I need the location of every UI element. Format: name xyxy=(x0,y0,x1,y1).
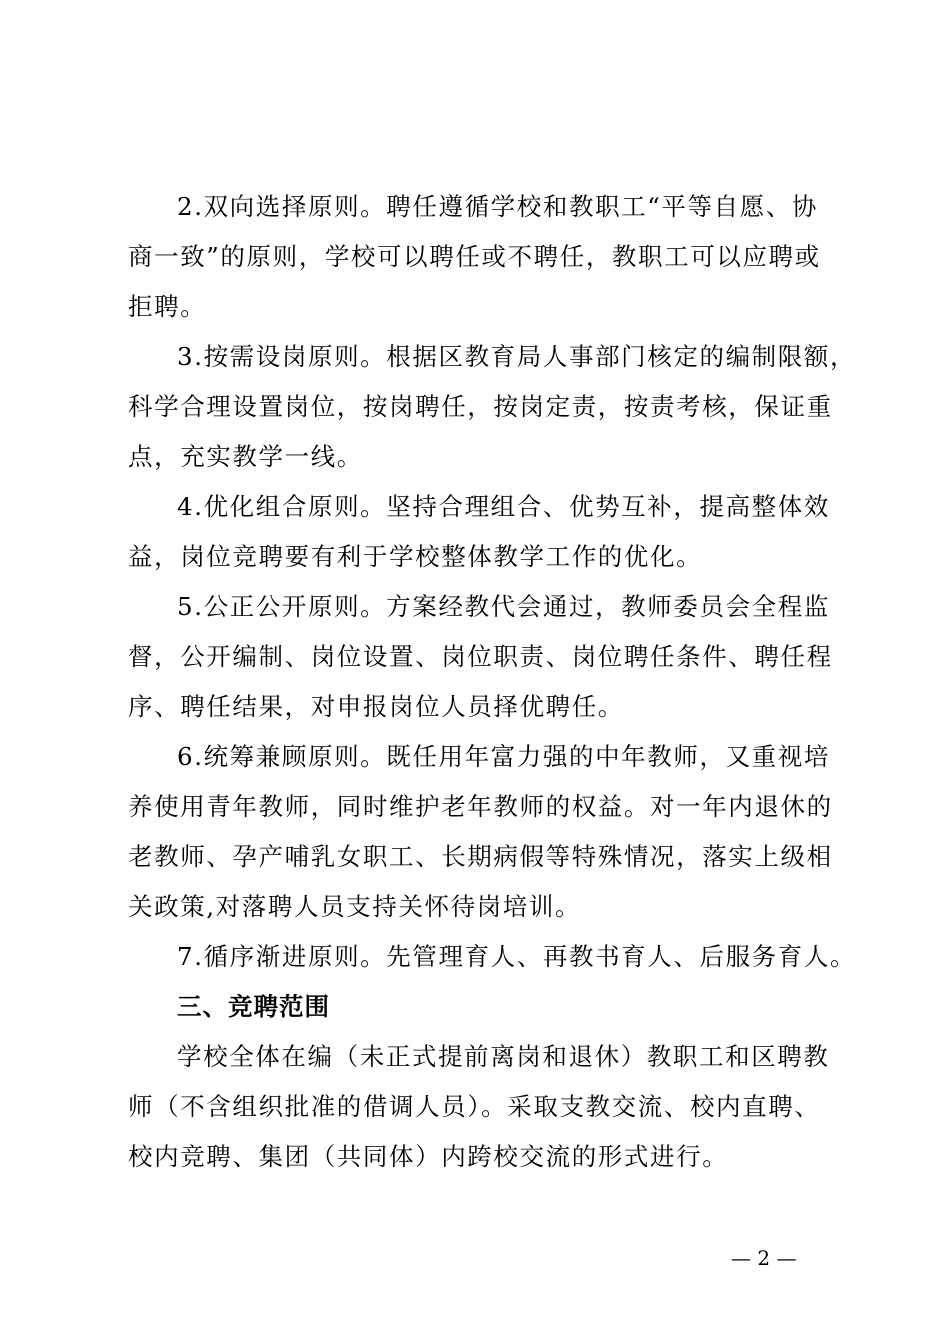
principle-6-line-1: 6.统筹兼顾原则。既任用年富力强的中年教师，又重视培 xyxy=(177,742,830,771)
principle-3-line-1: 3.按需设岗原则。根据区教育局人事部门核定的编制限额， xyxy=(177,342,857,371)
principle-6-line-3: 老教师、孕产哺乳女职工、长期病假等特殊情况，落实上级相 xyxy=(128,842,833,871)
principle-4-line-1: 4.优化组合原则。坚持合理组合、优势互补，提高整体效 xyxy=(177,492,830,521)
principle-2-line-3: 拒聘。 xyxy=(128,292,207,321)
principle-7-line-1: 7.循序渐进原则。先管理育人、再教书育人、后服务育人。 xyxy=(177,942,857,971)
scope-line-2: 师（不含组织批准的借调人员）。采取支教交流、校内直聘、 xyxy=(128,1092,821,1121)
principle-2-line-1: 2.双向选择原则。聘任遵循学校和教职工“平等自愿、协 xyxy=(177,192,818,221)
principle-6-line-2: 养使用青年教师，同时维护老年教师的权益。对一年内退休的 xyxy=(128,792,833,821)
principle-3-line-2: 科学合理设置岗位，按岗聘任，按岗定责，按责考核，保证重 xyxy=(128,392,833,421)
scope-line-3: 校内竞聘、集团（共同体）内跨校交流的形式进行。 xyxy=(128,1142,729,1171)
principle-5-line-3: 序、聘任结果，对申报岗位人员择优聘任。 xyxy=(128,692,624,721)
principle-5-line-2: 督，公开编制、岗位设置、岗位职责、岗位聘任条件、聘任程 xyxy=(128,642,833,671)
principle-2-line-2: 商一致”的原则，学校可以聘任或不聘任，教职工可以应聘或 xyxy=(128,242,821,271)
page-number: — 2 — xyxy=(731,1246,797,1270)
scope-line-1: 学校全体在编（未正式提前离岗和退休）教职工和区聘教 xyxy=(177,1042,830,1071)
section-heading-scope: 三、竞聘范围 xyxy=(177,992,330,1021)
principle-5-line-1: 5.公正公开原则。方案经教代会通过，教师委员会全程监 xyxy=(177,592,830,621)
principle-3-line-3: 点，充实教学一线。 xyxy=(128,442,363,471)
principle-6-line-4: 关政策,对落聘人员支持关怀待岗培训。 xyxy=(128,892,582,921)
principle-4-line-2: 益，岗位竞聘要有利于学校整体教学工作的优化。 xyxy=(128,542,703,571)
